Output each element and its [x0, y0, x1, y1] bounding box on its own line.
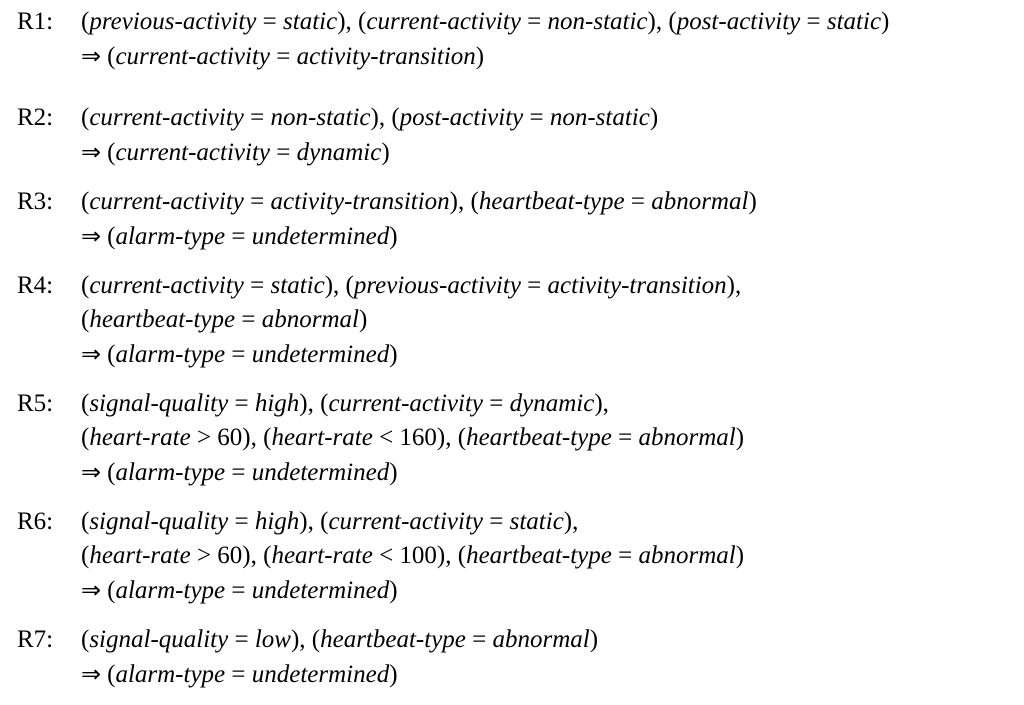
- formula-term: current-activity: [328, 390, 484, 417]
- formula-text: (: [81, 424, 90, 451]
- formula-text: =: [611, 424, 639, 451]
- formula-term: signal-quality: [89, 390, 229, 417]
- formula-text: (: [81, 542, 90, 569]
- formula-text: > 60), (: [190, 424, 272, 451]
- formula-term: heart-rate: [271, 542, 373, 569]
- implies-arrow-icon: ⇒: [81, 138, 102, 166]
- formula-text: (: [81, 188, 90, 215]
- rule-conclusion-line: [81, 573, 398, 608]
- formula-term: high: [254, 508, 300, 535]
- formula-term: heartbeat-type: [320, 626, 466, 653]
- formula-term: abnormal: [638, 542, 736, 569]
- formula-term: activity-transition: [547, 272, 727, 299]
- formula-text: (: [107, 661, 116, 688]
- formula-text: =: [523, 104, 550, 131]
- formula-term: abnormal: [261, 306, 359, 333]
- rule-label: R3:: [17, 188, 54, 215]
- rule-label: R5:: [17, 390, 54, 417]
- formula-term: low: [254, 626, 291, 653]
- formula-text: ): [389, 223, 398, 250]
- formula-term: current-activity: [115, 139, 271, 166]
- formula-term: current-activity: [328, 508, 484, 535]
- implies-arrow-icon: ⇒: [81, 222, 102, 250]
- formula-text: (: [81, 626, 90, 653]
- formula-text: ): [389, 341, 398, 368]
- rule-conclusion-line: [81, 657, 398, 692]
- formula-text: =: [228, 626, 255, 653]
- implies-arrow-icon: ⇒: [81, 42, 102, 70]
- formula-text: ), (: [370, 104, 400, 131]
- formula-term: undetermined: [251, 661, 390, 688]
- formula-term: signal-quality: [89, 508, 229, 535]
- formula-text: < 100), (: [372, 542, 467, 569]
- rule-condition-line: [81, 101, 658, 135]
- formula-text: =: [270, 139, 297, 166]
- formula-term: heartbeat-type: [466, 424, 612, 451]
- formula-text: ): [649, 104, 659, 131]
- formula-text: ): [381, 139, 390, 166]
- formula-text: ), (: [290, 626, 321, 653]
- formula-text: =: [228, 508, 255, 535]
- formula-term: abnormal: [492, 626, 590, 653]
- formula-text: =: [225, 341, 252, 368]
- formula-text: ): [389, 459, 398, 486]
- formula-text: ),: [563, 508, 579, 535]
- formula-text: (: [81, 508, 90, 535]
- formula-text: =: [611, 542, 639, 569]
- formula-text: =: [520, 272, 548, 299]
- formula-text: ), (: [324, 272, 354, 299]
- formula-text: (: [81, 104, 90, 131]
- formula-term: alarm-type: [115, 577, 226, 604]
- formula-text: ), (: [449, 188, 479, 215]
- formula-text: < 160), (: [372, 424, 467, 451]
- formula-text: =: [243, 272, 271, 299]
- formula-text: =: [256, 8, 284, 35]
- rule-label: R4:: [17, 272, 54, 299]
- rule-condition-line: [81, 269, 741, 303]
- rule-conclusion-line: [81, 455, 398, 490]
- formula-text: =: [225, 577, 252, 604]
- formula-term: non-static: [547, 8, 648, 35]
- rule-condition-line: [81, 623, 598, 657]
- formula-text: (: [107, 577, 116, 604]
- formula-term: static: [270, 272, 325, 299]
- formula-term: current-activity: [89, 104, 244, 131]
- formula-text: ): [358, 306, 368, 333]
- formula-text: (: [107, 139, 116, 166]
- formula-term: alarm-type: [115, 661, 226, 688]
- formula-text: =: [243, 104, 271, 131]
- formula-term: current-activity: [89, 188, 244, 215]
- formula-term: previous-activity: [89, 8, 257, 35]
- formula-text: ),: [726, 272, 742, 299]
- rule-condition-line: [81, 303, 367, 337]
- formula-text: =: [225, 223, 252, 250]
- formula-text: =: [225, 661, 252, 688]
- formula-text: =: [225, 459, 252, 486]
- formula-term: static: [826, 8, 882, 35]
- rule-conclusion-line: [81, 219, 398, 254]
- formula-term: alarm-type: [115, 341, 226, 368]
- rule-condition-line: [81, 5, 889, 39]
- rule-conclusion-line: [81, 337, 398, 372]
- formula-text: =: [483, 390, 510, 417]
- rule-condition-line: [81, 185, 757, 219]
- formula-term: heart-rate: [271, 424, 373, 451]
- formula-text: =: [228, 390, 255, 417]
- formula-text: ), (: [647, 8, 677, 35]
- formula-text: =: [520, 8, 548, 35]
- formula-text: ): [475, 43, 485, 70]
- formula-text: =: [483, 508, 510, 535]
- implies-arrow-icon: ⇒: [81, 660, 102, 688]
- formula-term: alarm-type: [115, 459, 226, 486]
- implies-arrow-icon: ⇒: [81, 458, 102, 486]
- formula-text: (: [81, 390, 90, 417]
- formula-term: heart-rate: [89, 424, 191, 451]
- formula-text: ): [735, 424, 745, 451]
- formula-term: post-activity: [399, 104, 524, 131]
- formula-term: static: [509, 508, 564, 535]
- formula-text: ),: [594, 390, 609, 417]
- rule-condition-line: [81, 505, 578, 539]
- formula-text: =: [243, 188, 271, 215]
- formula-term: static: [283, 8, 338, 35]
- formula-text: (: [107, 223, 116, 250]
- formula-term: activity-transition: [270, 188, 450, 215]
- formula-text: (: [107, 43, 116, 70]
- formula-term: current-activity: [366, 8, 521, 35]
- formula-term: alarm-type: [115, 223, 226, 250]
- formula-term: heartbeat-type: [478, 188, 625, 215]
- formula-term: dynamic: [296, 139, 382, 166]
- formula-text: =: [800, 8, 827, 35]
- formula-text: (: [81, 272, 90, 299]
- formula-text: =: [624, 188, 652, 215]
- formula-text: =: [235, 306, 262, 333]
- formula-term: high: [254, 390, 300, 417]
- rule-label: R1:: [17, 8, 54, 35]
- formula-text: > 60), (: [190, 542, 272, 569]
- formula-term: abnormal: [638, 424, 736, 451]
- formula-term: current-activity: [115, 43, 271, 70]
- formula-term: activity-transition: [296, 43, 476, 70]
- rule-conclusion-line: [81, 135, 390, 170]
- rule-condition-line: [81, 387, 609, 421]
- formula-text: (: [81, 8, 90, 35]
- formula-term: heartbeat-type: [466, 542, 612, 569]
- formula-term: post-activity: [676, 8, 801, 35]
- formula-term: non-static: [549, 104, 650, 131]
- formula-term: undetermined: [251, 459, 390, 486]
- formula-text: ): [748, 188, 757, 215]
- formula-text: ): [389, 661, 398, 688]
- formula-term: signal-quality: [89, 626, 229, 653]
- implies-arrow-icon: ⇒: [81, 576, 102, 604]
- formula-text: =: [270, 43, 297, 70]
- formula-term: undetermined: [251, 577, 390, 604]
- formula-term: dynamic: [509, 390, 595, 417]
- formula-text: =: [465, 626, 493, 653]
- formula-term: abnormal: [651, 188, 749, 215]
- rule-label: R6:: [17, 508, 54, 535]
- formula-text: ): [589, 626, 599, 653]
- formula-text: ), (: [337, 8, 367, 35]
- rule-label: R7:: [17, 626, 54, 653]
- formula-term: undetermined: [251, 341, 390, 368]
- formula-text: ): [881, 8, 890, 35]
- formula-term: heart-rate: [89, 542, 191, 569]
- formula-term: previous-activity: [353, 272, 521, 299]
- formula-text: ): [735, 542, 745, 569]
- formula-term: non-static: [270, 104, 371, 131]
- formula-term: heartbeat-type: [89, 306, 236, 333]
- formula-text: (: [81, 306, 90, 333]
- formula-text: (: [107, 341, 116, 368]
- rule-condition-line: [81, 421, 744, 455]
- implies-arrow-icon: ⇒: [81, 340, 102, 368]
- formula-text: (: [107, 459, 116, 486]
- rule-conclusion-line: [81, 39, 484, 74]
- formula-text: ): [389, 577, 398, 604]
- formula-term: undetermined: [251, 223, 390, 250]
- rule-condition-line: [81, 539, 744, 573]
- rule-label: R2:: [17, 104, 54, 131]
- formula-text: ), (: [299, 508, 329, 535]
- formula-term: current-activity: [89, 272, 244, 299]
- formula-text: ), (: [299, 390, 329, 417]
